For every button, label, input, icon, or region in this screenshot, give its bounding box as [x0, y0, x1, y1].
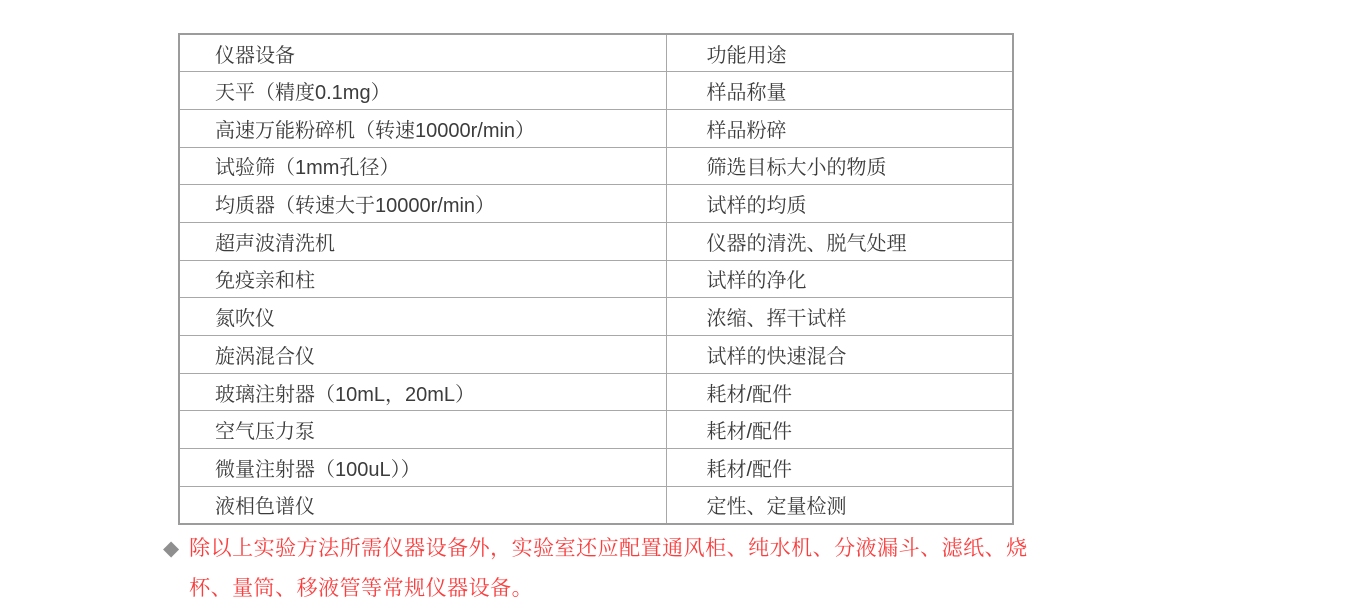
table-row	[179, 147, 1013, 185]
equipment-cell: 玻璃注射器（10mL，20mL）	[179, 373, 666, 411]
equipment-cell: 天平（精度0.1mg）	[179, 72, 666, 110]
diamond-bullet-icon: ◆	[163, 537, 180, 560]
function-cell: 定性、定量检测	[666, 486, 1013, 524]
function-cell: 样品粉碎	[666, 109, 1013, 147]
table-header-row	[179, 34, 1013, 72]
equipment-cell: 高速万能粉碎机（转速10000r/min）	[179, 109, 666, 147]
equipment-cell: 氮吹仪	[179, 298, 666, 336]
table-row	[179, 222, 1013, 260]
function-cell: 耗材/配件	[666, 411, 1013, 449]
table-row	[179, 411, 1013, 449]
function-cell: 耗材/配件	[666, 449, 1013, 487]
equipment-cell: 旋涡混合仪	[179, 336, 666, 374]
function-cell: 试样的净化	[666, 260, 1013, 298]
function-cell: 筛选目标大小的物质	[666, 147, 1013, 185]
equipment-cell: 试验筛（1mm孔径）	[179, 147, 666, 185]
footnote-text	[189, 529, 1028, 609]
footnote-line: 杯、量筒、移液管等常规仪器设备。	[189, 577, 534, 600]
table-row	[179, 260, 1013, 298]
equipment-cell: 均质器（转速大于10000r/min）	[179, 185, 666, 223]
table-row	[179, 373, 1013, 411]
table-row	[179, 109, 1013, 147]
table-row	[179, 298, 1013, 336]
table-row	[179, 486, 1013, 524]
equipment-cell: 微量注射器（100uL））	[179, 449, 666, 487]
function-cell: 耗材/配件	[666, 373, 1013, 411]
footnote	[163, 529, 1028, 609]
function-cell: 仪器的清洗、脱气处理	[666, 222, 1013, 260]
function-cell: 浓缩、挥干试样	[666, 298, 1013, 336]
equipment-cell: 空气压力泵	[179, 411, 666, 449]
equipment-cell: 免疫亲和柱	[179, 260, 666, 298]
function-cell: 样品称量	[666, 72, 1013, 110]
table-row	[179, 336, 1013, 374]
footnote-line: 除以上实验方法所需仪器设备外，实验室还应配置通风柜、纯水机、分液漏斗、滤纸、烧	[189, 537, 1028, 560]
equipment-function-table	[178, 33, 1014, 525]
table-row	[179, 449, 1013, 487]
function-cell: 试样的快速混合	[666, 336, 1013, 374]
equipment-cell: 超声波清洗机	[179, 222, 666, 260]
function-cell: 试样的均质	[666, 185, 1013, 223]
equipment-cell: 液相色谱仪	[179, 486, 666, 524]
table-row	[179, 72, 1013, 110]
table-row	[179, 185, 1013, 223]
header-equipment: 仪器设备	[179, 34, 666, 72]
header-function: 功能用途	[666, 34, 1013, 72]
